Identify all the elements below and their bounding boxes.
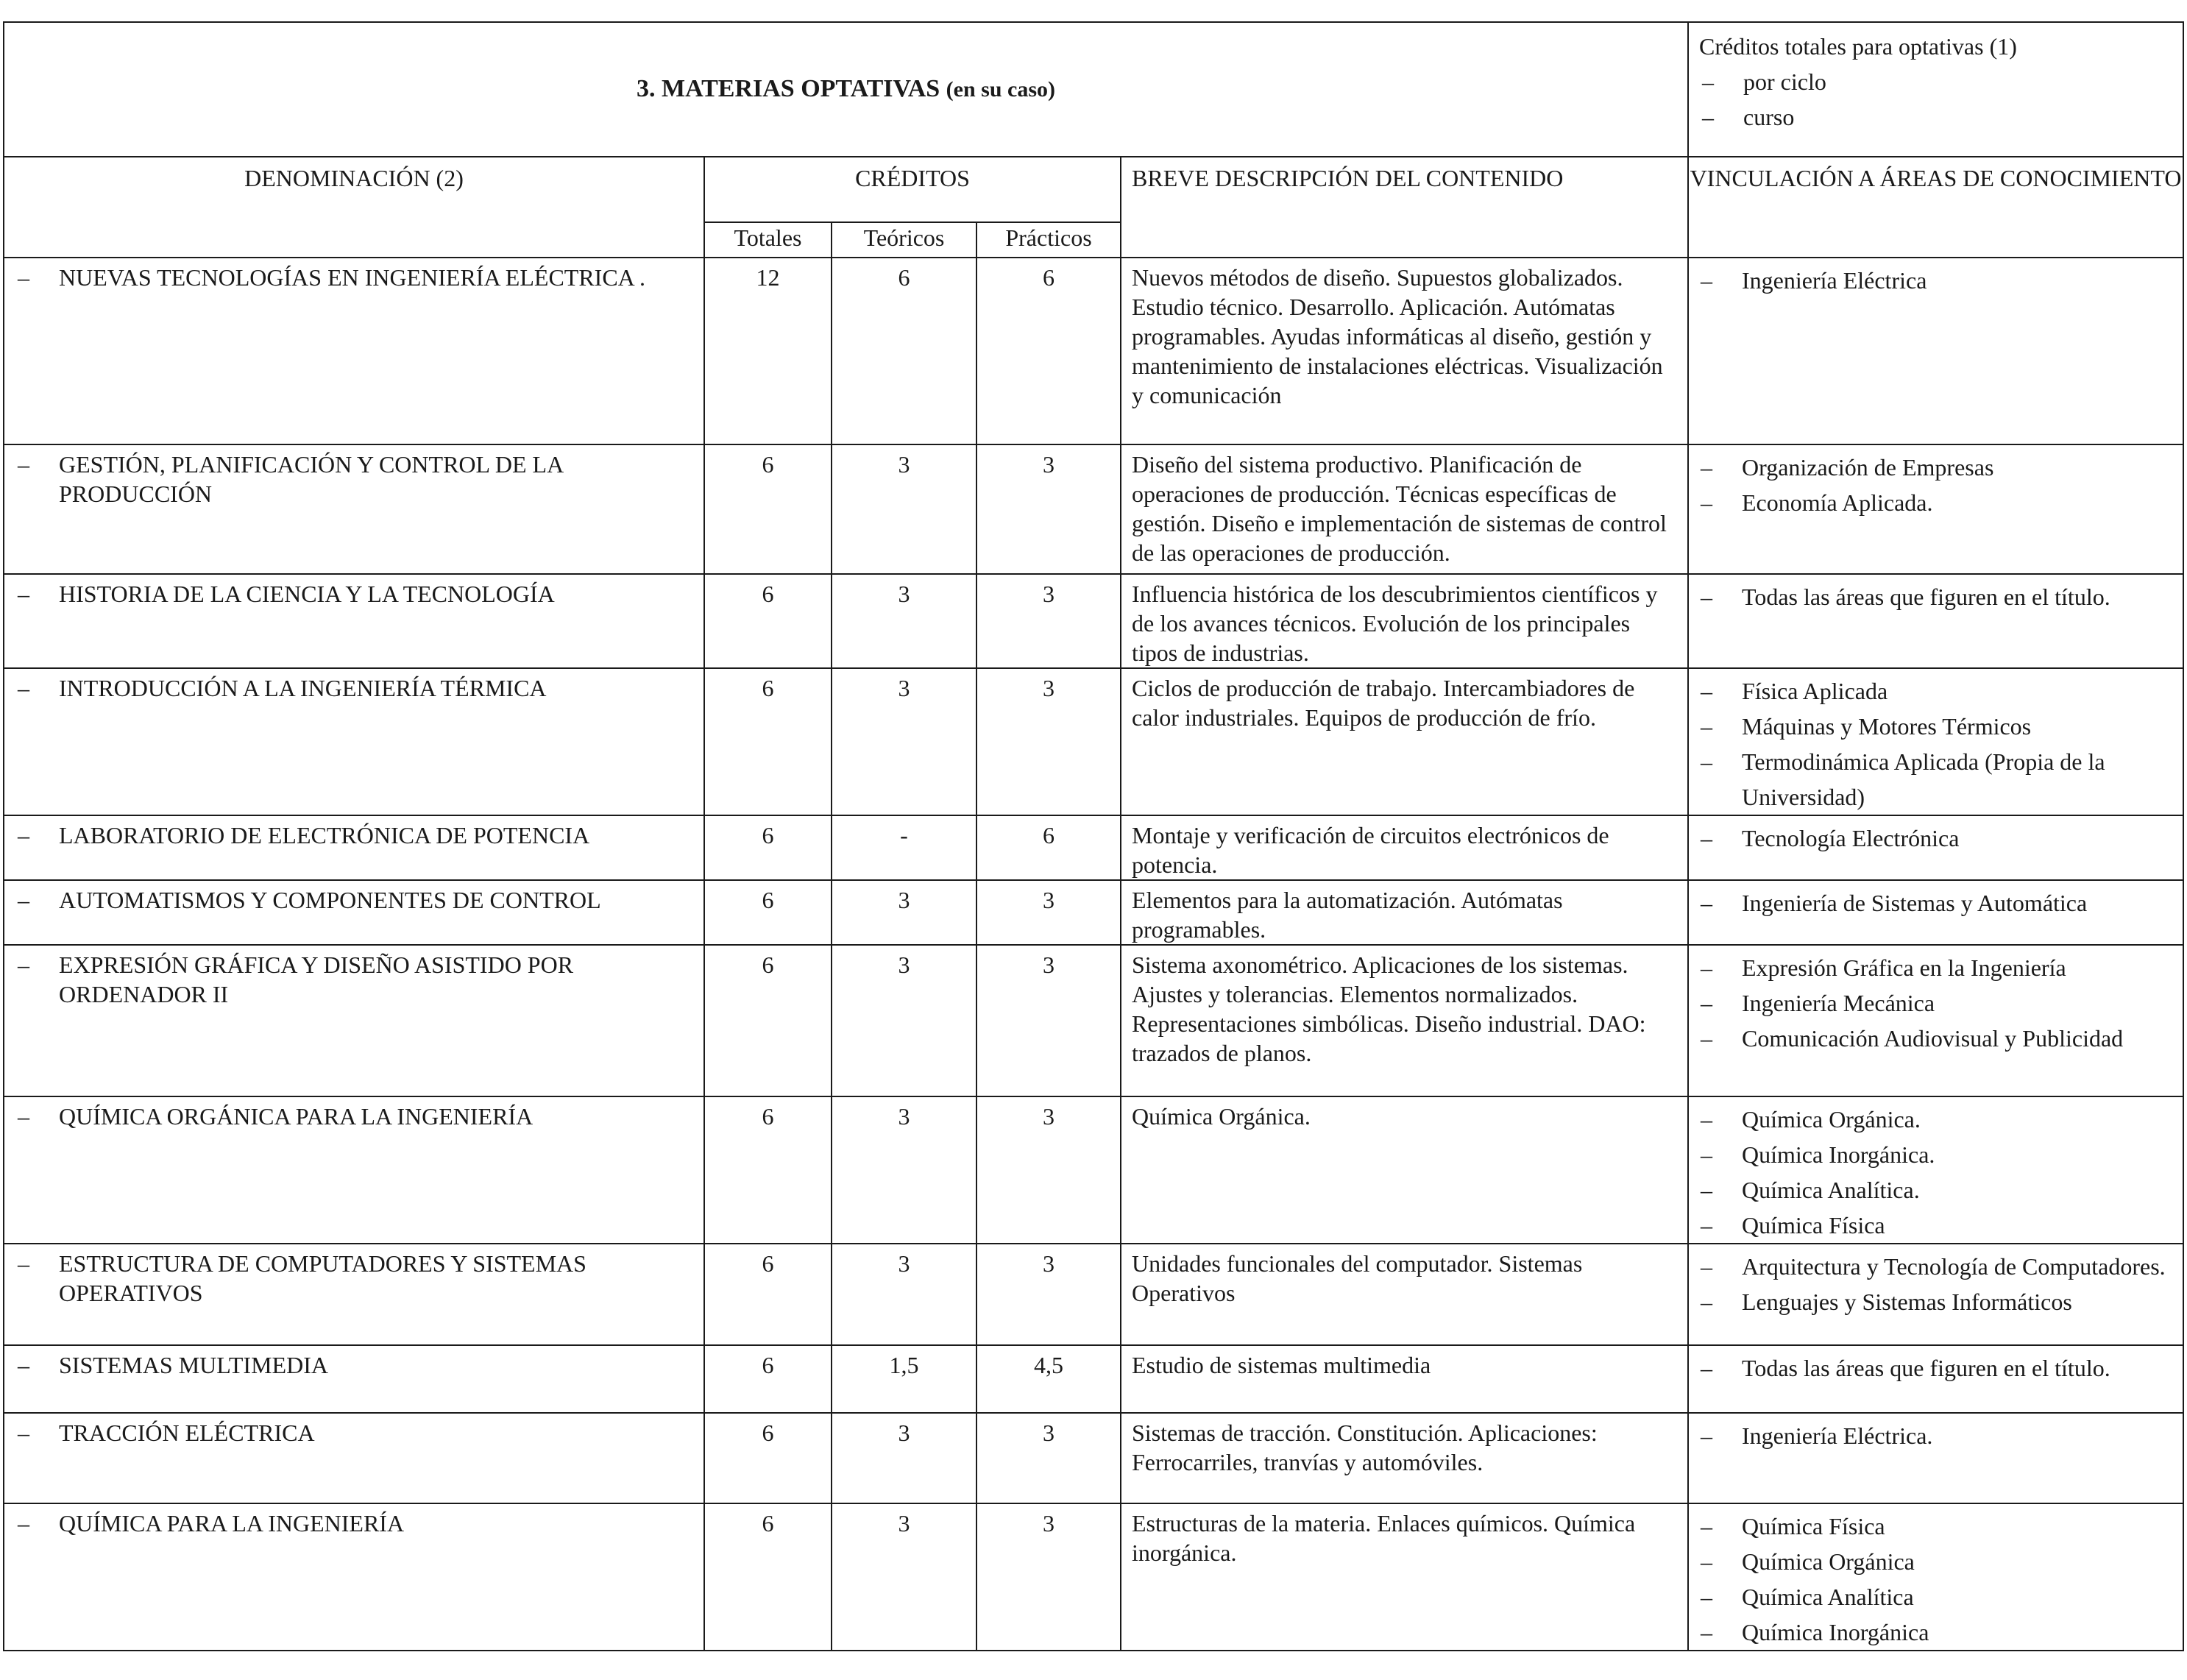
credits-teoricos: 3 xyxy=(832,880,976,945)
credits-practicos: 3 xyxy=(976,1244,1121,1345)
knowledge-area-item: – Tecnología Electrónica xyxy=(1701,825,1960,851)
subject-description: Diseño del sistema productivo. Planificación de operaciones de producción. Técnicas específicas de gestión. Diseño e implementación de sistemas de control de las operaciones de producción. xyxy=(1121,444,1688,574)
subject-name: SISTEMAS MULTIMEDIA xyxy=(59,1352,328,1378)
subject-row xyxy=(4,258,2183,444)
knowledge-area-item: – Ingeniería Eléctrica xyxy=(1701,267,1927,294)
knowledge-areas-cell xyxy=(1688,815,2183,880)
credits-teoricos: 3 xyxy=(832,574,976,668)
header-description: BREVE DESCRIPCIÓN DEL CONTENIDO xyxy=(1121,157,1688,258)
subject-name-cell: – ESTRUCTURA DE COMPUTADORES Y SISTEMAS OPERATIVOS xyxy=(4,1244,704,1345)
subject-name-cell: – QUÍMICA ORGÁNICA PARA LA INGENIERÍA xyxy=(4,1096,704,1244)
subject-name-cell: – TRACCIÓN ELÉCTRICA xyxy=(4,1413,704,1503)
credits-totales: 6 xyxy=(704,1096,832,1244)
credits-totales: 6 xyxy=(704,444,832,574)
knowledge-area-item: – Todas las áreas que figuren en el título. xyxy=(1701,584,2110,610)
subject-row xyxy=(4,1244,2183,1345)
subject-description: Montaje y verificación de circuitos electrónicos de potencia. xyxy=(1121,815,1688,880)
subject-name: GESTIÓN, PLANIFICACIÓN Y CONTROL DE LA PRODUCCIÓN xyxy=(59,451,563,507)
knowledge-area-item: – Arquitectura y Tecnología de Computadores. xyxy=(1701,1253,2166,1280)
subject-description: Nuevos métodos de diseño. Supuestos globalizados. Estudio técnico. Desarrollo. Aplicación. Autómatas programables. Ayudas informáticas al diseño, gestión y mantenimiento de instalaciones eléctricas. Visualización y comunicación xyxy=(1121,258,1688,444)
subject-description: Unidades funcionales del computador. Sistemas Operativos xyxy=(1121,1244,1688,1345)
subject-name-cell: – EXPRESIÓN GRÁFICA Y DISEÑO ASISTIDO POR ORDENADOR II xyxy=(4,945,704,1096)
subject-name-cell: – INTRODUCCIÓN A LA INGENIERÍA TÉRMICA xyxy=(4,668,704,815)
knowledge-area-item: – Física Aplicada xyxy=(1701,678,1888,704)
credits-teoricos: 3 xyxy=(832,1096,976,1244)
subject-name-cell: – QUÍMICA PARA LA INGENIERÍA xyxy=(4,1503,704,1651)
credits-teoricos: 6 xyxy=(832,258,976,444)
subject-rows xyxy=(4,258,2183,1651)
knowledge-areas-cell xyxy=(1688,1413,2183,1503)
credits-teoricos: 3 xyxy=(832,668,976,815)
credits-teoricos: 1,5 xyxy=(832,1345,976,1413)
credits-teoricos: 3 xyxy=(832,444,976,574)
credits-practicos: 6 xyxy=(976,815,1121,880)
subject-description: Estudio de sistemas multimedia xyxy=(1121,1345,1688,1413)
total-credits-item: – curso xyxy=(1702,104,1795,130)
knowledge-area-item: – Máquinas y Motores Térmicos xyxy=(1701,713,2032,740)
section-title: 3. MATERIAS OPTATIVAS xyxy=(636,75,940,102)
knowledge-area-item: – Lenguajes y Sistemas Informáticos xyxy=(1701,1289,2072,1315)
credits-totales: 6 xyxy=(704,1413,832,1503)
knowledge-areas-cell xyxy=(1688,880,2183,945)
total-credits-label: Créditos totales para optativas (1) xyxy=(1699,33,2017,60)
subject-description: Química Orgánica. xyxy=(1121,1096,1688,1244)
credits-practicos: 3 xyxy=(976,574,1121,668)
subject-name: NUEVAS TECNOLOGÍAS EN INGENIERÍA ELÉCTRICA . xyxy=(59,264,646,291)
subject-row xyxy=(4,1413,2183,1503)
subject-name: AUTOMATISMOS Y COMPONENTES DE CONTROL xyxy=(59,887,601,913)
subject-name: EXPRESIÓN GRÁFICA Y DISEÑO ASISTIDO POR ORDENADOR II xyxy=(59,951,574,1007)
credits-practicos: 4,5 xyxy=(976,1345,1121,1413)
subject-name: QUÍMICA ORGÁNICA PARA LA INGENIERÍA xyxy=(59,1103,534,1130)
credits-teoricos: 3 xyxy=(832,1503,976,1651)
credits-practicos: 3 xyxy=(976,1503,1121,1651)
credits-totales: 6 xyxy=(704,945,832,1096)
credits-totales: 6 xyxy=(704,1244,832,1345)
subject-row xyxy=(4,1096,2183,1244)
knowledge-area-item: – Química Analítica xyxy=(1701,1584,1914,1610)
knowledge-areas-cell xyxy=(1688,258,2183,444)
credits-teoricos: 3 xyxy=(832,945,976,1096)
knowledge-areas-cell xyxy=(1688,668,2183,815)
credits-totales: 6 xyxy=(704,880,832,945)
knowledge-areas-cell xyxy=(1688,945,2183,1096)
header-practicos: Prácticos xyxy=(976,222,1121,258)
credits-totales: 6 xyxy=(704,668,832,815)
knowledge-area-item: – Comunicación Audiovisual y Publicidad xyxy=(1701,1025,2124,1052)
subject-name-cell: – NUEVAS TECNOLOGÍAS EN INGENIERÍA ELÉCTRICA . xyxy=(4,258,704,444)
section-title-cell xyxy=(4,22,1688,157)
optional-subjects-table xyxy=(3,21,2184,1651)
subject-row xyxy=(4,1503,2183,1651)
column-header-row xyxy=(4,157,2183,222)
subject-description: Sistemas de tracción. Constitución. Aplicaciones: Ferrocarriles, tranvías y automóviles. xyxy=(1121,1413,1688,1503)
knowledge-area-item: – Expresión Gráfica en la Ingeniería xyxy=(1701,954,2066,981)
knowledge-areas-cell xyxy=(1688,1345,2183,1413)
subject-name-cell: – HISTORIA DE LA CIENCIA Y LA TECNOLOGÍA xyxy=(4,574,704,668)
credits-practicos: 3 xyxy=(976,668,1121,815)
knowledge-area-item: – Economía Aplicada. xyxy=(1701,489,1933,516)
knowledge-area-item: – Ingeniería Eléctrica. xyxy=(1701,1422,1933,1449)
knowledge-area-item: – Todas las áreas que figuren en el título. xyxy=(1701,1355,2110,1381)
credits-totales: 6 xyxy=(704,1345,832,1413)
subject-name-cell: – AUTOMATISMOS Y COMPONENTES DE CONTROL xyxy=(4,880,704,945)
knowledge-areas-cell xyxy=(1688,1503,2183,1651)
knowledge-areas-cell xyxy=(1688,574,2183,668)
credits-teoricos: 3 xyxy=(832,1244,976,1345)
header-denomination: DENOMINACIÓN (2) xyxy=(4,157,704,258)
header-totales: Totales xyxy=(704,222,832,258)
knowledge-area-item: – Ingeniería Mecánica xyxy=(1701,990,1935,1016)
total-credits-item: – por ciclo xyxy=(1702,68,1826,95)
subject-description: Influencia histórica de los descubrimientos científicos y de los avances técnicos. Evolución de los principales tipos de industrias. xyxy=(1121,574,1688,668)
subject-description: Estructuras de la materia. Enlaces químicos. Química inorgánica. xyxy=(1121,1503,1688,1651)
credits-totales: 6 xyxy=(704,574,832,668)
title-row xyxy=(4,22,2183,157)
credits-practicos: 6 xyxy=(976,258,1121,444)
subject-row xyxy=(4,880,2183,945)
section-title-suffix: (en su caso) xyxy=(946,77,1055,102)
knowledge-areas-cell xyxy=(1688,1244,2183,1345)
subject-description: Ciclos de producción de trabajo. Intercambiadores de calor industriales. Equipos de producción de frío. xyxy=(1121,668,1688,815)
subject-name-cell: – GESTIÓN, PLANIFICACIÓN Y CONTROL DE LA PRODUCCIÓN xyxy=(4,444,704,574)
credits-totales: 12 xyxy=(704,258,832,444)
subject-name: LABORATORIO DE ELECTRÓNICA DE POTENCIA xyxy=(59,822,590,848)
credits-practicos: 3 xyxy=(976,880,1121,945)
subject-row xyxy=(4,574,2183,668)
knowledge-area-item: – Química Orgánica. xyxy=(1701,1106,1921,1133)
knowledge-area-item: – Química Física xyxy=(1701,1212,1885,1238)
credits-teoricos: - xyxy=(832,815,976,880)
subject-row xyxy=(4,1345,2183,1413)
knowledge-area-item: – Organización de Empresas xyxy=(1701,454,1994,481)
credits-practicos: 3 xyxy=(976,945,1121,1096)
knowledge-areas-cell xyxy=(1688,1096,2183,1244)
knowledge-area-item: – Ingeniería de Sistemas y Automática xyxy=(1701,890,2088,916)
knowledge-area-item: – Química Analítica. xyxy=(1701,1177,1920,1203)
knowledge-area-item: – Química Inorgánica xyxy=(1701,1619,1929,1645)
credits-teoricos: 3 xyxy=(832,1413,976,1503)
header-teoricos: Teóricos xyxy=(832,222,976,258)
knowledge-area-item: – Química Orgánica xyxy=(1701,1548,1915,1575)
subject-name: ESTRUCTURA DE COMPUTADORES Y SISTEMAS OPERATIVOS xyxy=(59,1250,586,1306)
subject-name-cell: – SISTEMAS MULTIMEDIA xyxy=(4,1345,704,1413)
knowledge-area-item: – Química Física xyxy=(1701,1513,1885,1539)
credits-practicos: 3 xyxy=(976,1096,1121,1244)
subject-description: Sistema axonométrico. Aplicaciones de los sistemas. Ajustes y tolerancias. Elementos normalizados. Representaciones simbólicas. Diseño industrial. DAO: trazados de planos. xyxy=(1121,945,1688,1096)
subject-description: Elementos para la automatización. Autómatas programables. xyxy=(1121,880,1688,945)
subject-name: TRACCIÓN ELÉCTRICA xyxy=(59,1420,315,1446)
subject-name: HISTORIA DE LA CIENCIA Y LA TECNOLOGÍA xyxy=(59,581,555,607)
knowledge-area-item: – Química Inorgánica. xyxy=(1701,1141,1935,1168)
credits-totales: 6 xyxy=(704,1503,832,1651)
header-areas: VINCULACIÓN A ÁREAS DE CONOCIMIENTO xyxy=(1688,157,2183,258)
credits-totales: 6 xyxy=(704,815,832,880)
subject-row xyxy=(4,444,2183,574)
knowledge-area-item: – Termodinámica Aplicada (Propia de la Universidad) xyxy=(1701,748,2105,810)
credits-practicos: 3 xyxy=(976,1413,1121,1503)
subject-row xyxy=(4,815,2183,880)
credits-practicos: 3 xyxy=(976,444,1121,574)
subject-name: INTRODUCCIÓN A LA INGENIERÍA TÉRMICA xyxy=(59,675,547,701)
total-credits-cell xyxy=(1688,22,2183,157)
subject-row xyxy=(4,668,2183,815)
subject-name-cell: – LABORATORIO DE ELECTRÓNICA DE POTENCIA xyxy=(4,815,704,880)
knowledge-areas-cell xyxy=(1688,444,2183,574)
subject-row xyxy=(4,945,2183,1096)
subject-name: QUÍMICA PARA LA INGENIERÍA xyxy=(59,1510,405,1537)
header-credits: CRÉDITOS xyxy=(704,157,1121,222)
